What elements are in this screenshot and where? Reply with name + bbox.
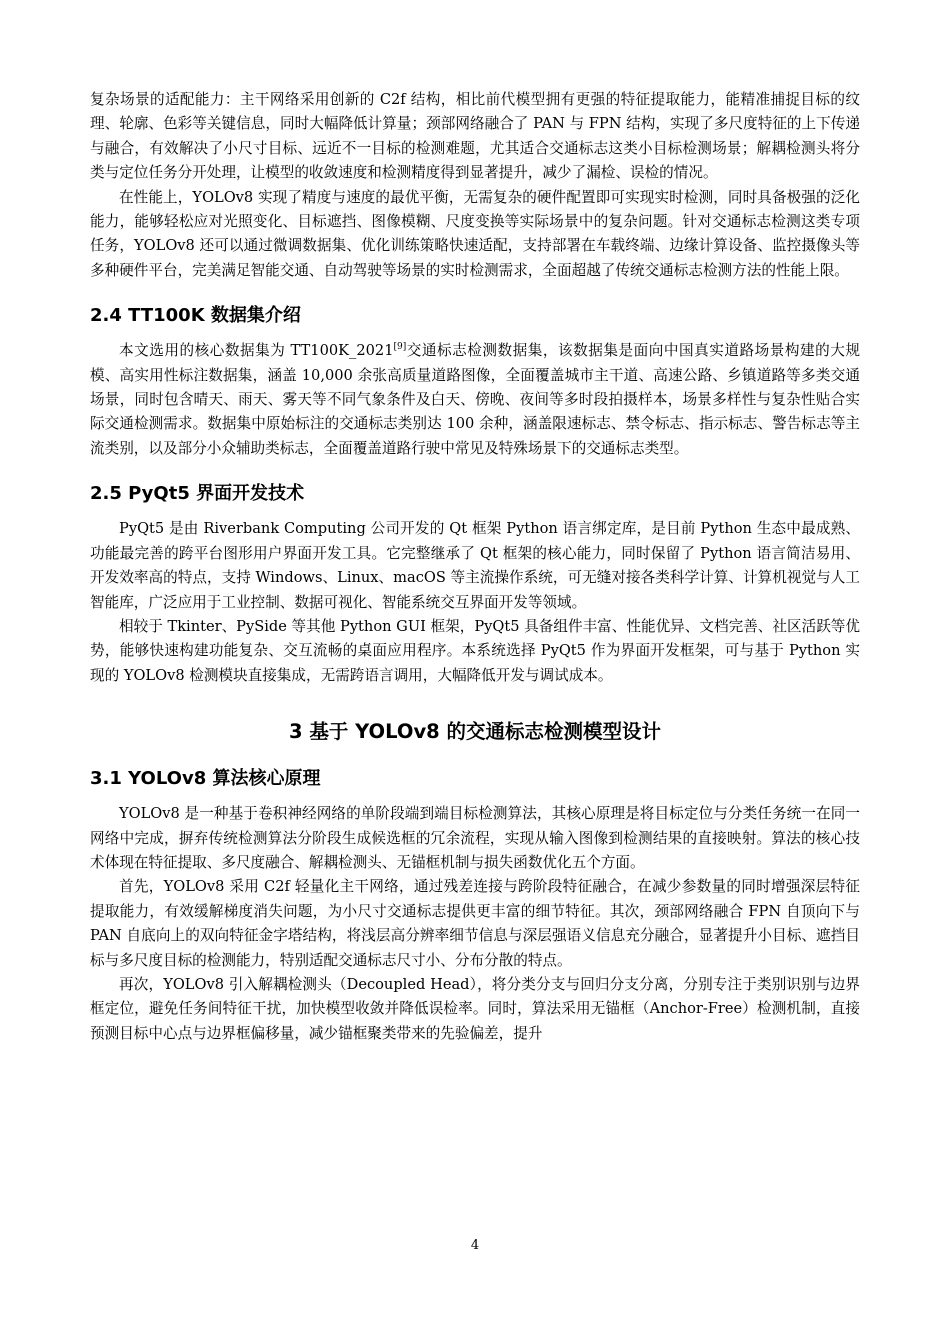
paragraph-yolov8-head-anchorfree: 再次，YOLOv8 引入解耦检测头（Decoupled Head），将分类分支与回归分支分离，分别专注于类别识别与边界框定位，避免任务间特征干扰，加快模型收敛并降低误检率。同时，算法采用无锚框（Anchor-Free）检测机制，直接预测目标中心点与边界框偏移量，减少锚框聚类带来的先验偏差，提升 [90,975,860,1042]
section-heading-3-1: 3.1 YOLOv8 算法核心原理 [90,768,321,790]
paragraph-pyqt5-comparison: 相较于 Tkinter、PySide 等其他 Python GUI 框架，PyQt5 具备组件丰富、性能优异、文档完善、社区活跃等优势，能够快速构建功能复杂、交互流畅的桌面应用程序。本系统选择 PyQt5 作为界面开发框架，可与基于 Python 实现的 YOLOv8 检测模块直接集成，无需跨语言调用，大幅降低开发与调试成本。 [90,617,860,684]
section-heading-2-5: 2.5 PyQt5 界面开发技术 [90,483,305,505]
page-number: 4 [470,1238,480,1253]
paragraph-yolov8-architecture: 复杂场景的适配能力：主干网络采用创新的 C2f 结构，相比前代模型拥有更强的特征提取能力，能精准捕捉目标的纹理、轮廓、色彩等关键信息，同时大幅降低计算量；颈部网络融合了 PAN 与 FPN 结构，实现了多尺度特征的上下传递与融合，有效解决了小尺寸目标、远近不一目标的检测难题，尤其适合交通标志这类小目标检测场景；解耦检测头将分类与定位任务分开处理，让模型的收敛速度和检测精度得到显著提升，减少了漏检、误检的情况。 [90,91,860,182]
paragraph-yolov8-backbone-neck: 首先，YOLOv8 采用 C2f 轻量化主干网络，通过残差连接与跨阶段特征融合，在减少参数量的同时增强深层特征提取能力，有效缓解梯度消失问题，为小尺寸交通标志提供更丰富的细节特征。其次，颈部网络融合 FPN 自顶向下与 PAN 自底向上的双向特征金字塔结构，将浅层高分辨率细节信息与深层强语义信息充分融合，显著提升小目标、遮挡目标与多尺度目标的检测能力，特别适配交通标志尺寸小、分布分散的特点。 [90,878,860,969]
citation-ref: [9] [393,342,407,353]
paragraph-pyqt5-intro: PyQt5 是由 Riverbank Computing 公司开发的 Qt 框架 Python 语言绑定库，是目前 Python 生态中最成熟、功能最完善的跨平台图形用户界面开发工具。它完整继承了 Qt 框架的核心能力，同时保留了 Python 语言简洁易用、开发效率高的特点，支持 Windows、Linux、macOS 等主流操作系统，可无缝对接各类科学计算、计算机视觉与人工智能库，广泛应用于工业控制、数据可视化、智能系统交互界面开发等领域。 [90,520,860,611]
paragraph-yolov8-performance: 在性能上，YOLOv8 实现了精度与速度的最优平衡，无需复杂的硬件配置即可实现实时检测，同时具备极强的泛化能力，能够轻松应对光照变化、目标遮挡、图像模糊、尺度变换等实际场景中的复杂问题。针对交通标志检测这类专项任务，YOLOv8 还可以通过微调数据集、优化训练策略快速适配，支持部署在车载终端、边缘计算设备、监控摄像头等多种硬件平台，完美满足智能交通、自动驾驶等场景的实时检测需求，全面超越了传统交通标志检测方法的性能上限。 [90,188,860,279]
page-content [90,88,860,1046]
paragraph-yolov8-principle: YOLOv8 是一种基于卷积神经网络的单阶段端到端目标检测算法，其核心原理是将目标定位与分类任务统一在同一网络中完成，摒弃传统检测算法分阶段生成候选框的冗余流程，实现从输入图像到检测结果的直接映射。算法的核心技术体现在特征提取、多尺度融合、解耦检测头、无锚框机制与损失函数优化五个方面。 [90,805,860,871]
tt100k-text-lead: 本文选用的核心数据集为 TT100K_2021 [119,342,394,360]
tt100k-text-rest: 交通标志检测数据集，该数据集是面向中国真实道路场景构建的大规模、高实用性标注数据集，涵盖 10,000 余张高质量道路图像，全面覆盖城市主干道、高速公路、乡镇道路等多类交通场景，同时包含晴天、雨天、雾天等不同气象条件及白天、傍晚、夜间等多时段拍摄样本，场景多样性与复杂性贴合实际交通检测需求。数据集中原始标注的交通标志类别达 100 余种，涵盖限速标志、禁令标志、指示标志、警告标志等主流类别，以及部分小众辅助类标志，全面覆盖道路行驶中常见及特殊场景下的交通标志类型。 [90,342,860,457]
section-heading-2-4: 2.4 TT100K 数据集介绍 [90,305,301,327]
paragraph-tt100k-dataset [90,339,860,461]
chapter-heading-3: 3 基于 YOLOv8 的交通标志检测模型设计 [288,720,662,744]
